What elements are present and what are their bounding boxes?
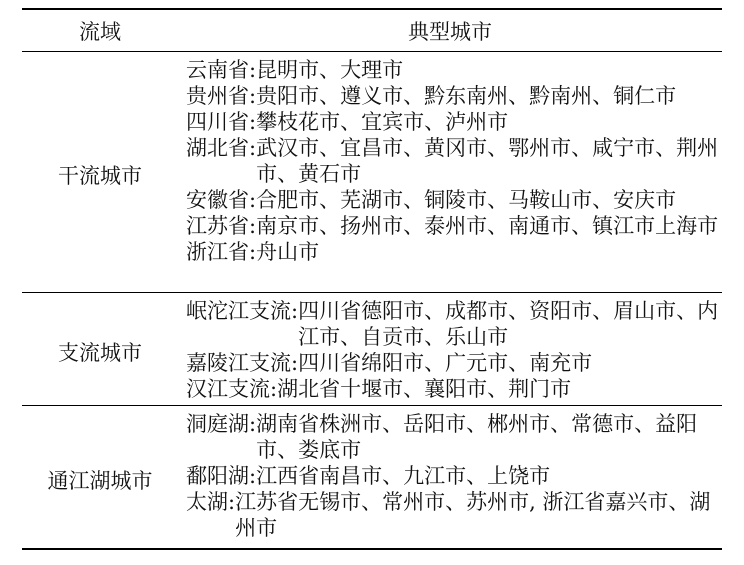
column-header-cities: 典型城市 bbox=[408, 19, 492, 44]
province-entry bbox=[186, 213, 726, 239]
entry-cities: 合肥市、芜湖市、铜陵市、马鞍山市、安庆市 bbox=[256, 188, 677, 212]
province-entry bbox=[186, 239, 726, 265]
entry-cities: 四川省德阳市、成都市、资阳市、眉山市、内江市、自贡市、乐山市 bbox=[298, 299, 719, 349]
lake-entry bbox=[186, 411, 726, 463]
entry-label: 鄱阳湖: bbox=[186, 464, 257, 488]
table-group-divider bbox=[22, 292, 722, 293]
entry-cities: 湖北省十堰市、襄阳市、荆门市 bbox=[277, 377, 572, 401]
entry-cities: 贵阳市、遵义市、黔东南州、黔南州、铜仁市 bbox=[256, 84, 677, 108]
entry-cities: 昆明市、大理市 bbox=[256, 58, 404, 82]
entry-label: 汉江支流: bbox=[186, 377, 278, 401]
entry-label: 浙江省: bbox=[186, 240, 257, 264]
entry-cities: 江西省南昌市、九江市、上饶市 bbox=[256, 464, 551, 488]
entry-cities: 攀枝花市、宜宾市、泸州市 bbox=[256, 110, 509, 134]
city-list bbox=[186, 57, 726, 265]
entry-label: 安徽省: bbox=[186, 188, 257, 212]
tributary-entry bbox=[186, 298, 726, 350]
province-entry bbox=[186, 83, 726, 109]
entry-label: 江苏省: bbox=[186, 214, 257, 238]
entry-label: 太湖: bbox=[186, 490, 236, 514]
entry-label: 贵州省: bbox=[186, 84, 257, 108]
city-list bbox=[186, 298, 726, 402]
tributary-entry bbox=[186, 350, 726, 376]
entry-label: 嘉陵江支流: bbox=[186, 351, 299, 375]
table-group-divider bbox=[22, 405, 722, 406]
entry-cities: 南京市、扬州市、泰州市、南通市、镇江市上海市 bbox=[256, 214, 719, 238]
entry-cities: 四川省绵阳市、广元市、南充市 bbox=[298, 351, 593, 375]
table-row-mainstream bbox=[22, 57, 722, 292]
lake-entry bbox=[186, 489, 726, 541]
province-entry bbox=[186, 135, 726, 187]
table-header-rule bbox=[22, 51, 722, 52]
entry-cities: 舟山市 bbox=[256, 240, 320, 264]
province-entry bbox=[186, 57, 726, 83]
tributary-entry bbox=[186, 376, 726, 402]
basin-label: 干流城市 bbox=[58, 163, 142, 188]
entry-label: 湖北省: bbox=[186, 136, 257, 160]
table-bottom-rule bbox=[22, 548, 722, 550]
entry-cities: 江苏省无锡市、常州市、苏州市, 浙江省嘉兴市、湖州市 bbox=[235, 490, 711, 540]
entry-cities: 湖南省株洲市、岳阳市、郴州市、常德市、益阳市、娄底市 bbox=[256, 412, 698, 462]
basin-label: 通江湖城市 bbox=[47, 468, 153, 493]
province-entry bbox=[186, 187, 726, 213]
entry-label: 云南省: bbox=[186, 58, 257, 82]
lake-entry bbox=[186, 463, 726, 489]
entry-cities: 武汉市、宜昌市、黄冈市、鄂州市、咸宁市、荆州市、黄石市 bbox=[256, 136, 719, 186]
basin-label: 支流城市 bbox=[58, 340, 142, 365]
table-row-lake bbox=[22, 411, 722, 548]
entry-label: 四川省: bbox=[186, 110, 257, 134]
column-header-basin: 流域 bbox=[79, 19, 121, 44]
entry-label: 洞庭湖: bbox=[186, 412, 257, 436]
city-list bbox=[186, 411, 726, 541]
table-row-tributary bbox=[22, 298, 722, 405]
province-entry bbox=[186, 109, 726, 135]
entry-label: 岷沱江支流: bbox=[186, 299, 299, 323]
